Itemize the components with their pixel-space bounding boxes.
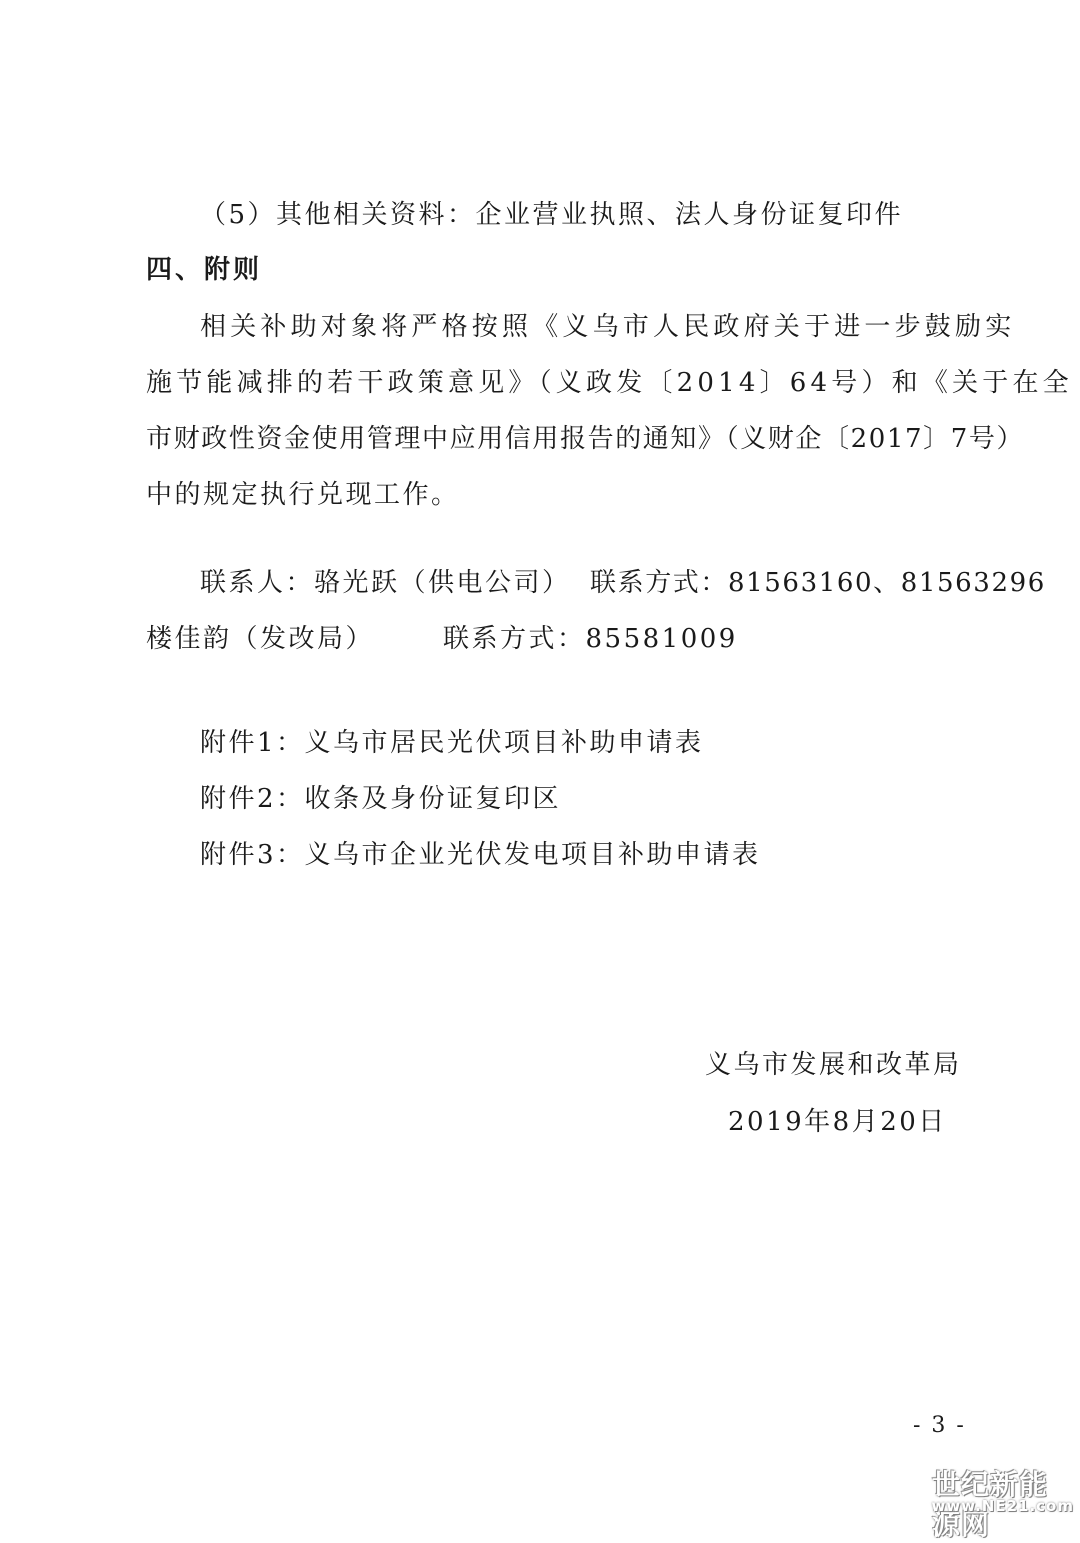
paragraph-line-3: 市财政性资金使用管理中应用信用报告的通知》（义财企〔2017〕7号） — [146, 424, 1025, 454]
contact-phone-2: 联系方式：85581009 — [443, 624, 738, 654]
site-watermark — [931, 1463, 1074, 1541]
issuer-name: 义乌市发展和改革局 — [705, 1050, 962, 1080]
attachment-3: 附件3：义乌市企业光伏发电项目补助申请表 — [200, 840, 761, 870]
issue-date: 2019年8月20日 — [728, 1107, 947, 1137]
item-5-text: （5）其他相关资料：企业营业执照、法人身份证复印件 — [200, 200, 904, 230]
attachment-1: 附件1：义乌市居民光伏项目补助申请表 — [200, 728, 704, 758]
paragraph-line-1: 相关补助对象将严格按照《义乌市人民政府关于进一步鼓励实 — [200, 312, 1016, 342]
attachment-2: 附件2：收条及身份证复印区 — [200, 784, 562, 814]
contact-person-2: 楼佳韵（发改局） — [146, 624, 375, 654]
watermark-site-name: 世纪新能源网 — [932, 1468, 1049, 1541]
paragraph-line-4: 中的规定执行兑现工作。 — [146, 480, 460, 510]
paragraph-line-2: 施节能减排的若干政策意见》（义政发〔2014〕64号）和《关于在全 — [146, 368, 1073, 398]
section-4-heading: 四、附则 — [146, 255, 263, 285]
contact-phone-1: 联系方式：81563160、81563296 — [590, 568, 1046, 598]
contact-person-1: 联系人：骆光跃（供电公司） — [200, 568, 571, 598]
page-number: - 3 - — [913, 1413, 966, 1438]
watermark-url: www.NE21.com — [931, 1497, 1074, 1515]
